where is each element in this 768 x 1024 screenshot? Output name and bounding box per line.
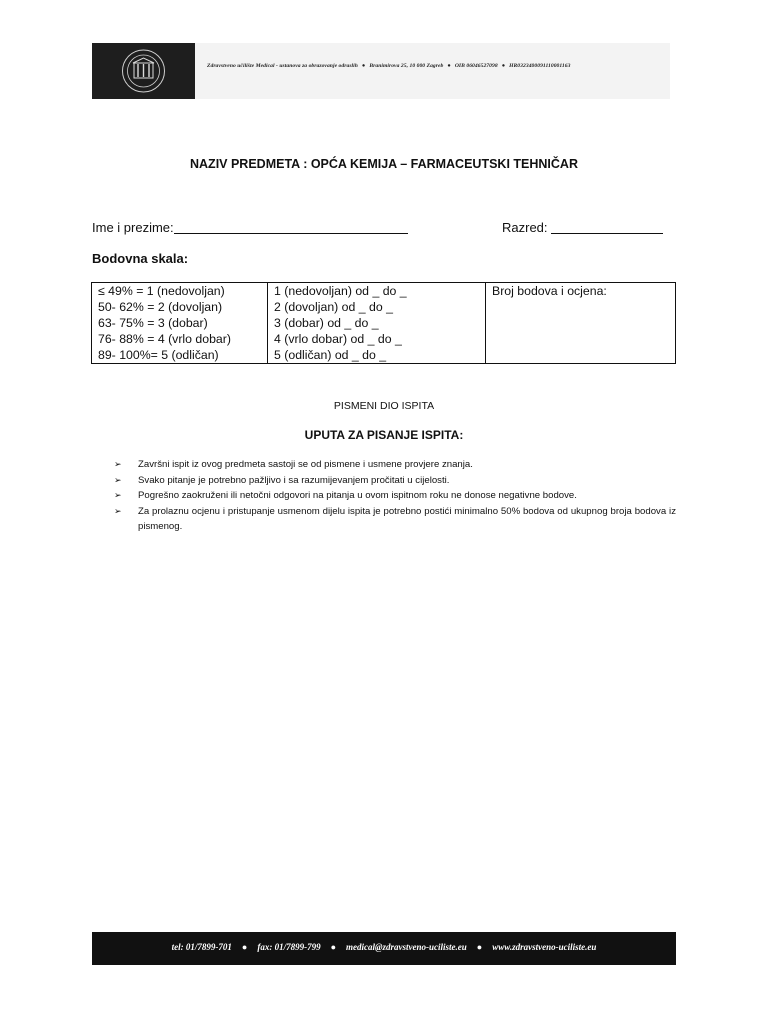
scale-line: 63- 75% = 3 (dobar): [98, 316, 208, 330]
rule-text: Za prolaznu ocjenu i pristupanje usmenom dijelu ispita je potrebno postići minimalno 50% bodova od ukupnog broja bodova iz pismenog.: [138, 505, 676, 532]
rule-text: Završni ispit iz ovog predmeta sastoji se od pismene i usmene provjere znanja.: [138, 459, 473, 470]
arrow-bullet-icon: ➢: [114, 490, 122, 500]
school-name: Zdravstveno učilište Medical - ustanova za obrazovanje odraslih: [207, 63, 358, 69]
points-line: 3 (dobar) od _ do _: [274, 316, 379, 330]
points-column: [268, 283, 486, 364]
footer-fax: fax: 01/7899-799: [257, 942, 321, 952]
list-item: [114, 457, 676, 473]
scale-line: 76- 88% = 4 (vrlo dobar): [98, 332, 231, 346]
arrow-bullet-icon: ➢: [114, 474, 122, 485]
name-field[interactable]: [92, 220, 408, 235]
score-grade-cell[interactable]: [486, 283, 676, 364]
list-item: [114, 504, 676, 535]
school-logo: [92, 43, 195, 99]
footer-email-link[interactable]: medical@zdravstveno-uciliste.eu: [346, 942, 467, 952]
percentage-column: [92, 283, 268, 364]
school-address: Branimirova 25, 10 000 Zagreb: [369, 63, 444, 69]
instructions-title: UPUTA ZA PISANJE ISPITA:: [304, 428, 464, 442]
school-oib: OIB 06046527098: [454, 63, 498, 69]
points-line: 2 (dovoljan) od _ do _: [274, 300, 393, 314]
section-label: PISMENI DIO ISPITA: [333, 400, 435, 412]
arrow-bullet-icon: ➢: [114, 459, 122, 469]
footer-bar: [92, 932, 676, 965]
list-item: [114, 473, 676, 489]
scale-line: 50- 62% = 2 (dovoljan): [98, 300, 223, 314]
instructions-list: [114, 457, 676, 535]
rule-text: Svako pitanje je potrebno pažljivo i sa razumijevanjem pročitati u cijelosti.: [138, 474, 450, 486]
scale-line: 89- 100%= 5 (odličan): [98, 348, 219, 362]
points-line: 1 (nedovoljan) od _ do _: [274, 284, 407, 298]
arrow-bullet-icon: ➢: [114, 505, 122, 516]
list-item: [114, 488, 676, 504]
subject-title: NAZIV PREDMETA : OPĆA KEMIJA – FARMACEUTSKI TEHNIČAR: [190, 157, 578, 171]
table-row: [92, 283, 676, 364]
footer-web-link[interactable]: www.zdravstveno-uciliste.eu: [492, 942, 597, 952]
class-label: Razred:: [502, 220, 548, 235]
name-blank-line[interactable]: [174, 220, 408, 234]
school-iban: HR0323400091110001163: [509, 63, 571, 69]
scale-heading: Bodovna skala:: [92, 251, 189, 266]
points-line: 5 (odličan) od _ do _: [274, 348, 387, 362]
points-line: 4 (vrlo dobar) od _ do _: [274, 332, 402, 346]
name-label: Ime i prezime:: [92, 220, 174, 235]
footer-tel: tel: 01/7899-701: [171, 942, 232, 952]
rule-text: Pogrešno zaokruženi ili netočni odgovori na pitanja u ovom ispitnom roku ne donose negativne bodove.: [138, 490, 577, 501]
class-field[interactable]: [502, 220, 663, 235]
letterhead-info: Zdravstveno učilište Medical - ustanova za obrazovanje odraslih ● Branimirova 25, 10 000 Zagreb ● OIB 06046527098 ● HR0323400091110001163: [207, 63, 571, 69]
footer-contacts: tel: 01/7899-701 ● fax: 01/7899-799 ● medical@zdravstveno-uciliste.eu ● www.zdravstveno-uciliste.eu: [171, 942, 597, 952]
score-grade-label: Broj bodova i ocjena:: [492, 284, 607, 298]
scale-line: ≤ 49% = 1 (nedovoljan): [98, 284, 225, 298]
grading-scale-table: [91, 282, 676, 364]
class-blank-line[interactable]: [551, 220, 663, 234]
